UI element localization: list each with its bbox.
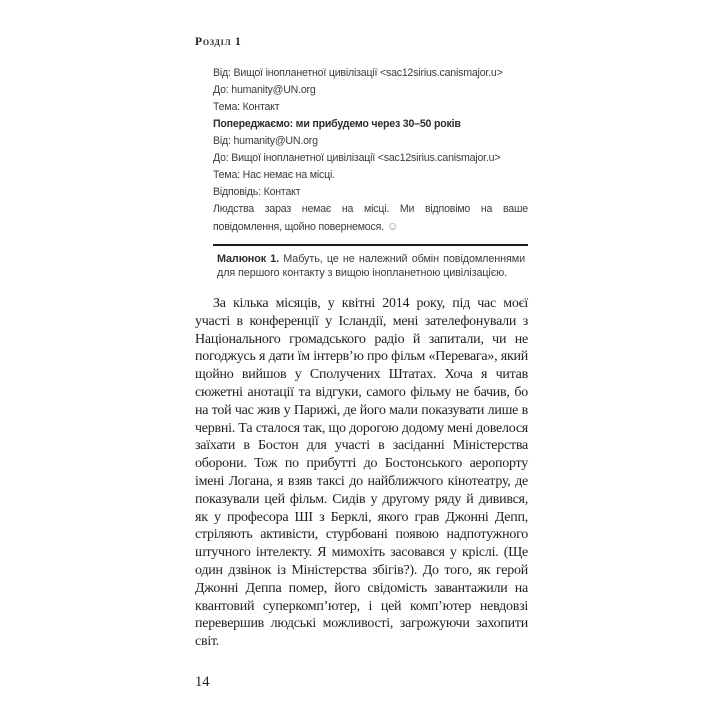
email-reply-line: Відповідь: Контакт bbox=[213, 186, 301, 198]
email-from-line: Від: humanity@UN.org bbox=[213, 135, 318, 147]
figure-caption-label: Малюнок 1. bbox=[217, 253, 280, 265]
email-autoreply-text: Людства зараз немає на місці. Ми відповімо на ваше повідомлення, щойно повернемося. bbox=[213, 203, 528, 233]
chapter-header: Розділ 1 bbox=[195, 36, 242, 48]
figure-divider bbox=[213, 244, 528, 246]
page-number: 14 bbox=[195, 674, 210, 690]
figure-email-exchange bbox=[213, 65, 528, 236]
email-subject-line: Тема: Контакт bbox=[213, 101, 280, 113]
text-column bbox=[195, 36, 528, 651]
figure-caption bbox=[217, 253, 525, 280]
figure-caption-text: Мабуть, це не належний обмін повідомленнями для першого контакту з вищою інопланетною цивілізацією. bbox=[217, 253, 526, 279]
email-warning-line: Попереджаємо: ми прибудемо через 30–50 років bbox=[213, 118, 461, 130]
smiley-icon: ☺ bbox=[386, 219, 399, 233]
email-to-line: До: Вищої інопланетної цивілізації <sac12sirius.canismajor.u> bbox=[213, 152, 501, 164]
email-autoreply-message bbox=[213, 201, 528, 236]
email-to-line: До: humanity@UN.org bbox=[213, 84, 316, 96]
email-subject-line: Тема: Нас немає на місці. bbox=[213, 169, 335, 181]
body-paragraph: За кілька місяців, у квітні 2014 року, під час моєї участі в конференції у Ісландії, мені зателефонували з Національного громадського радіо й запитали, чи не погоджусь я дати їм інтерв’ю про фільм «Перевага», який щойно вийшов у Сполучених Штатах. Хоча я читав сюжетні анотації та відгуки, самого фільму не бачив, бо на той час жив у Парижі, де його мали показувати лише в червні. Та сталося так, що дорогою додому мені довелося заїхати в Бостон для участі в засіданні Міністерства оборони. Тож по прибутті до Бостонського аеропорту імені Логана, я взяв таксі до найближчого кінотеатру, де показували цей фільм. Сидів у другому ряду й дивився, як у професора ШІ з Берклі, якого грав Джонні Депп, стріляють активісти, стурбовані появою надпотужного штучного інтелекту. Я мимохіть засовався у кріслі. (Ще один дзвінок із Міністерства збігів?). До того, як герой Джонні Деппа помер, його свідомість завантажили на квантовий суперкомп’ютер, і цей комп’ютер невдовзі перевершив людські можливості, загрожуючи захопити світ. bbox=[195, 296, 528, 650]
email-from-line: Від: Вищої інопланетної цивілізації <sac12sirius.canismajor.u> bbox=[213, 67, 503, 79]
